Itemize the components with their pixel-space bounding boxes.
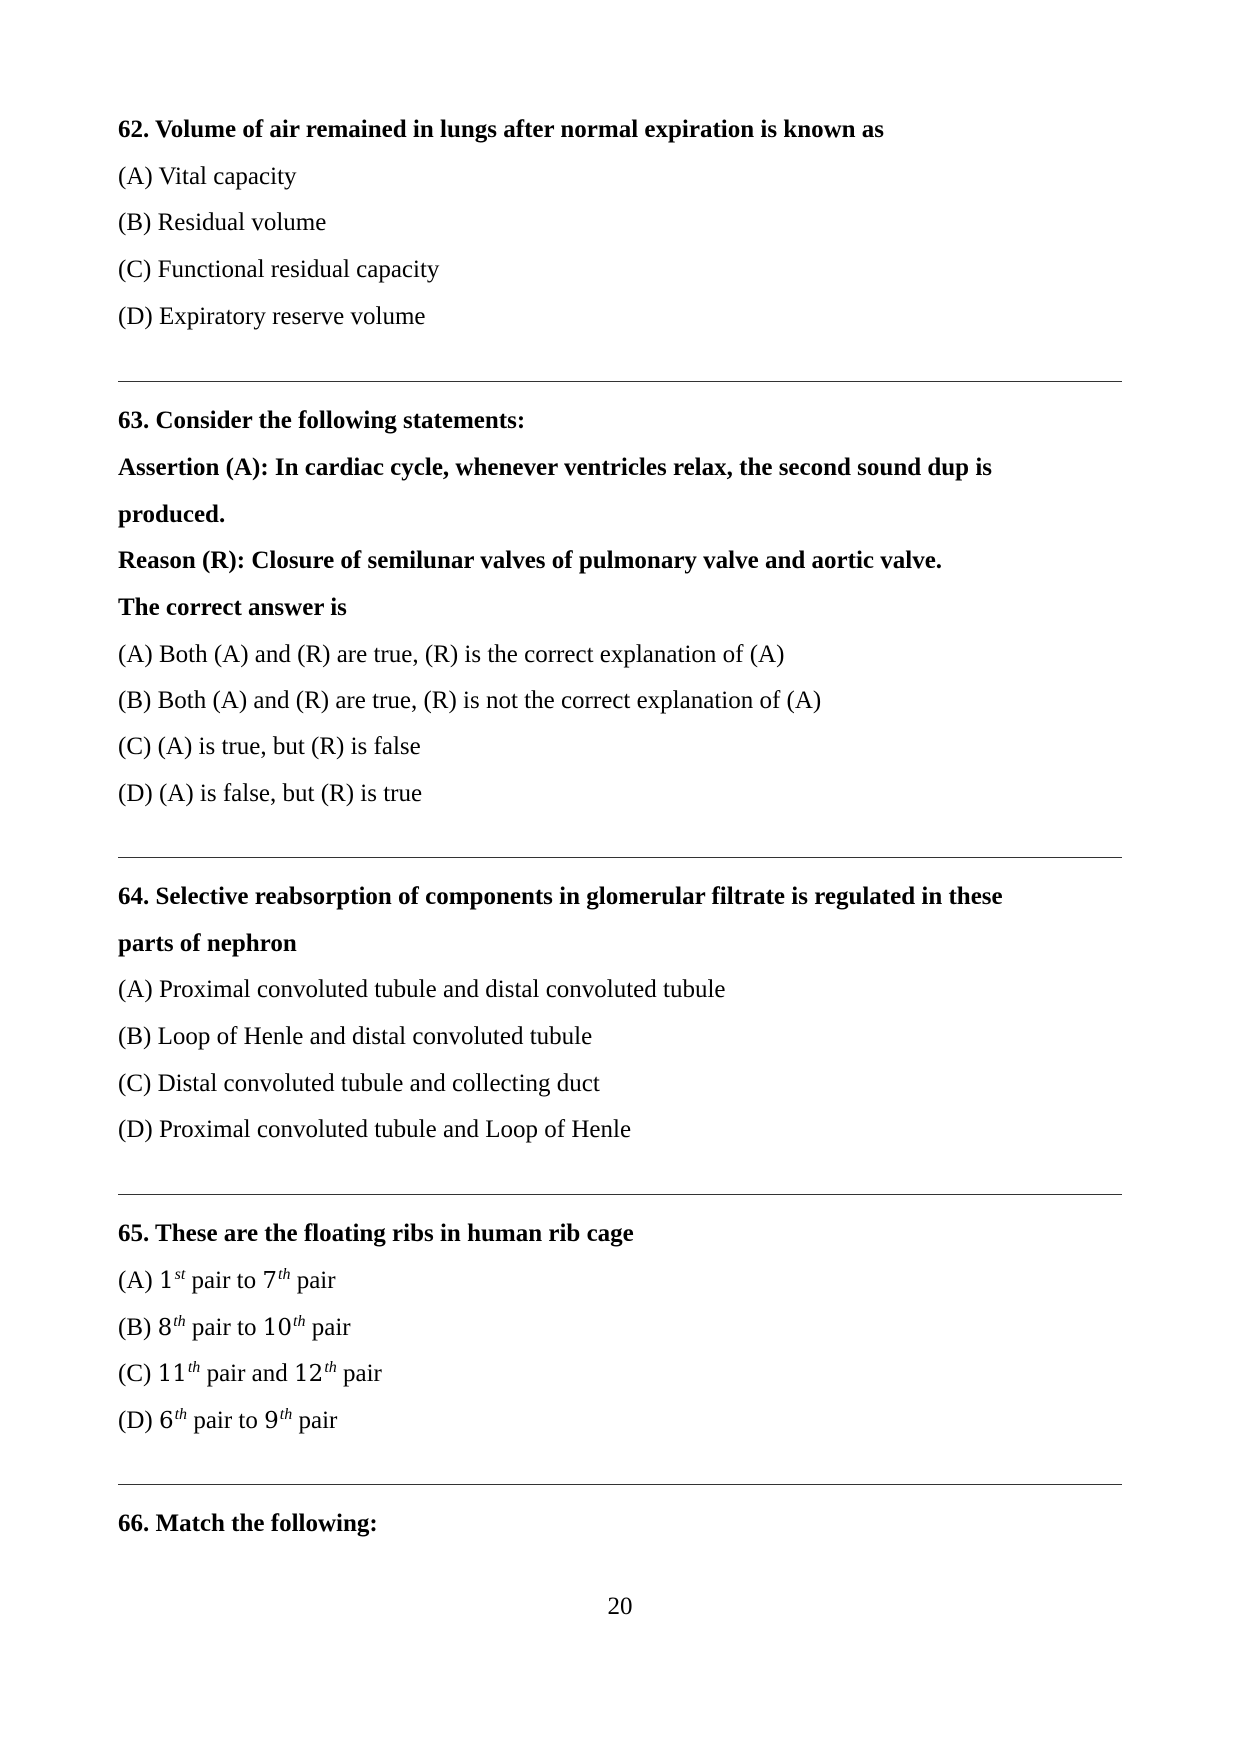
ordinal-suffix: th	[324, 1359, 337, 1376]
ordinal-suffix: th	[174, 1406, 188, 1423]
q63-assertion-line-2: produced.	[118, 501, 226, 528]
ordinal-number: 1	[158, 1268, 174, 1294]
option-label: (B)	[118, 1314, 152, 1341]
separator-rule	[118, 381, 1122, 382]
option-text: pair	[311, 1314, 351, 1341]
option-text: pair	[343, 1360, 382, 1387]
option-text: pair to	[191, 1314, 257, 1341]
question-66-stem: 66. Match the following:	[118, 1510, 378, 1537]
option-text: pair to	[193, 1407, 258, 1434]
page-number: 20	[607, 1593, 633, 1620]
q65-option-d	[118, 1406, 337, 1439]
option-label: (C)	[118, 1360, 152, 1387]
option-text: pair	[298, 1407, 338, 1434]
ordinal-suffix: th	[293, 1313, 306, 1330]
q63-option-a: (A) Both (A) and (R) are true, (R) is the correct explanation of (A)	[118, 641, 785, 668]
question-63-stem: 63. Consider the following statements:	[118, 407, 526, 434]
question-65-stem: 65. These are the floating ribs in human rib cage	[118, 1220, 634, 1247]
ordinal-number: 6	[158, 1408, 174, 1434]
option-label: (A)	[118, 1267, 153, 1294]
option-text: pair	[296, 1267, 336, 1294]
q64-option-c: (C) Distal convoluted tubule and collecting duct	[118, 1070, 600, 1097]
q64-option-a: (A) Proximal convoluted tubule and distal convoluted tubule	[118, 976, 726, 1003]
q64-option-b: (B) Loop of Henle and distal convoluted tubule	[118, 1023, 593, 1050]
q65-option-a	[118, 1266, 336, 1299]
ordinal-suffix: th	[278, 1266, 291, 1283]
ordinal-number: 8	[157, 1315, 173, 1341]
ordinal-number: 9	[264, 1408, 279, 1434]
q65-option-b	[118, 1313, 351, 1346]
ordinal-number: 11	[157, 1361, 187, 1387]
q64-option-d: (D) Proximal convoluted tubule and Loop of Henle	[118, 1116, 632, 1143]
q62-option-c: (C) Functional residual capacity	[118, 256, 440, 283]
q63-prompt: The correct answer is	[118, 594, 347, 621]
q65-option-c	[118, 1359, 382, 1392]
separator-rule	[118, 1194, 1122, 1195]
q62-option-d: (D) Expiratory reserve volume	[118, 303, 426, 330]
ordinal-number: 10	[262, 1315, 293, 1341]
ordinal-number: 12	[294, 1361, 324, 1387]
option-label: (D)	[118, 1407, 153, 1434]
q63-assertion-line-1: Assertion (A): In cardiac cycle, whenever ventricles relax, the second sound dup is	[118, 454, 993, 481]
ordinal-suffix: th	[173, 1313, 186, 1330]
question-62-stem: 62. Volume of air remained in lungs after normal expiration is known as	[118, 116, 885, 143]
ordinal-suffix: st	[174, 1266, 186, 1283]
question-64-stem-line-1: 64. Selective reabsorption of components in glomerular filtrate is regulated in these	[118, 883, 1003, 910]
ordinal-number: 7	[262, 1268, 277, 1294]
ordinal-suffix: th	[279, 1406, 293, 1423]
question-64-stem-line-2: parts of nephron	[118, 930, 297, 957]
q63-reason: Reason (R): Closure of semilunar valves of pulmonary valve and aortic valve.	[118, 547, 943, 574]
q62-option-b: (B) Residual volume	[118, 209, 327, 236]
q63-option-d: (D) (A) is false, but (R) is true	[118, 780, 423, 807]
option-text: pair and	[206, 1360, 288, 1387]
separator-rule	[118, 1484, 1122, 1485]
separator-rule	[118, 857, 1122, 858]
option-text: pair to	[191, 1267, 257, 1294]
q63-option-c: (C) (A) is true, but (R) is false	[118, 733, 421, 760]
ordinal-suffix: th	[187, 1359, 201, 1376]
q63-option-b: (B) Both (A) and (R) are true, (R) is not the correct explanation of (A)	[118, 687, 822, 714]
q62-option-a: (A) Vital capacity	[118, 163, 297, 190]
